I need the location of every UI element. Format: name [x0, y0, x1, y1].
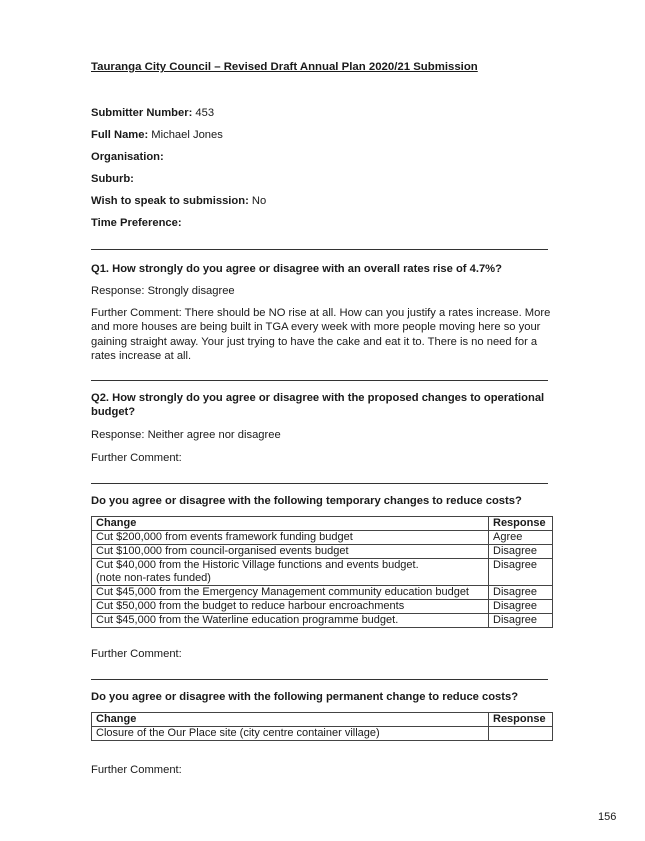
table-row: [92, 545, 553, 559]
table-row: [92, 600, 553, 614]
response-cell: Disagree: [489, 614, 553, 628]
response-cell: Disagree: [489, 545, 553, 559]
divider: [91, 679, 548, 680]
field-label: Time Preference:: [91, 217, 182, 229]
temp-changes-comment: Further Comment:: [91, 648, 182, 660]
table-row: [92, 614, 553, 628]
change-cell: Closure of the Our Place site (city centre container village): [92, 727, 489, 741]
field-value: No: [248, 195, 267, 207]
response-cell: Disagree: [489, 559, 553, 586]
q1-comment: Further Comment: There should be NO rise at all. How can you justify a rates increase. More and more houses are being built in TGA every week with more people moving here so your gaining straight away. Your just trying to have the cake and eat it to. There is no need for a rates increase at all.: [91, 307, 551, 363]
change-cell: Cut $100,000 from council-organised events budget: [92, 545, 489, 559]
table-header-row: [92, 713, 553, 727]
field-label: Wish to speak to submission:: [91, 195, 249, 207]
perm-change-table: [91, 712, 553, 741]
q2-response: Response: Neither agree nor disagree: [91, 429, 281, 441]
response-cell: Agree: [489, 531, 553, 545]
field-label: Full Name:: [91, 129, 149, 141]
table-row: [92, 727, 553, 741]
divider: [91, 483, 548, 484]
submitter-number-field: [91, 107, 214, 119]
page-number: 156: [598, 811, 617, 823]
col-response: Response: [489, 517, 553, 531]
table-row: [92, 586, 553, 600]
suburb-field: [91, 173, 134, 185]
perm-change-question: Do you agree or disagree with the following permanent change to reduce costs?: [91, 691, 519, 703]
document-title: Tauranga City Council – Revised Draft Annual Plan 2020/21 Submission: [91, 61, 478, 73]
q2-question: Q2. How strongly do you agree or disagree with the proposed changes to operational budget?: [91, 392, 545, 418]
change-cell: Cut $45,000 from the Waterline education programme budget.: [92, 614, 489, 628]
response-cell: Disagree: [489, 600, 553, 614]
change-cell: Cut $50,000 from the budget to reduce harbour encroachments: [92, 600, 489, 614]
field-label: Organisation:: [91, 151, 164, 163]
organisation-field: [91, 151, 164, 163]
change-cell: Cut $45,000 from the Emergency Management community education budget: [92, 586, 489, 600]
change-cell: [92, 559, 489, 586]
q2-comment: Further Comment:: [91, 452, 182, 464]
full-name-field: [91, 129, 223, 141]
q1-response: Response: Strongly disagree: [91, 285, 235, 297]
change-line: Cut $40,000 from the Historic Village functions and events budget.: [96, 559, 419, 571]
col-change: Change: [92, 713, 489, 727]
field-value: 453: [192, 107, 215, 119]
change-note: (note non-rates funded): [96, 572, 211, 584]
temp-changes-question: Do you agree or disagree with the following temporary changes to reduce costs?: [91, 495, 522, 507]
field-label: Submitter Number:: [91, 107, 193, 119]
field-label: Suburb:: [91, 173, 134, 185]
q1-question: Q1. How strongly do you agree or disagree with an overall rates rise of 4.7%?: [91, 263, 502, 275]
col-response: Response: [489, 713, 553, 727]
temp-changes-table: [91, 516, 553, 628]
wish-to-speak-field: [91, 195, 266, 207]
table-row: [92, 531, 553, 545]
divider: [91, 380, 548, 381]
divider: [91, 249, 548, 250]
time-preference-field: [91, 217, 182, 229]
response-cell: [489, 727, 553, 741]
response-cell: Disagree: [489, 586, 553, 600]
col-change: Change: [92, 517, 489, 531]
table-header-row: [92, 517, 553, 531]
table-row: [92, 559, 553, 586]
change-cell: Cut $200,000 from events framework funding budget: [92, 531, 489, 545]
field-value: Michael Jones: [148, 129, 223, 141]
perm-change-comment: Further Comment:: [91, 764, 182, 776]
